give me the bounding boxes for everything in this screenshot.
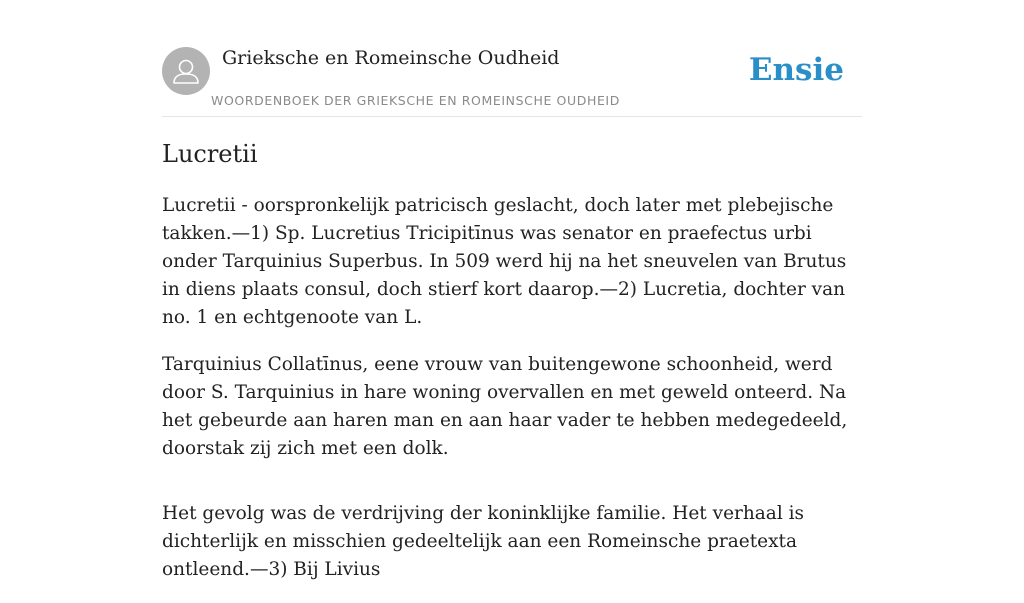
entry-content <box>162 192 862 603</box>
user-silhouette-icon <box>162 47 210 95</box>
entry-paragraph-2: Tarquinius Collatīnus, eene vrouw van buitengewone schoonheid, werd door S. Tarquinius in hare woning overvallen en met geweld onteerd. Na het gebeurde aan haren man en aan haar vader te hebben medegedeeld, doorstak zij zich met een dolk. <box>162 354 848 459</box>
entry-paragraph-1: Lucretii - oorspronkelijk patricisch geslacht, doch later met plebejische takken.—1) Sp. Lucretius Tricipitīnus was senator en praefectus urbi onder Tarquinius Superbus. In 509 werd hij na het sneuvelen van Brutus in diens plaats consul, doch stierf kort daarop.—2) Lucretia, dochter van no. 1 en echtgenoote van L. <box>162 195 847 328</box>
brand-logo-link[interactable]: Ensie <box>748 52 844 88</box>
source-title-link[interactable]: Grieksche en Romeinsche Oudheid <box>222 47 560 69</box>
avatar[interactable] <box>162 47 210 95</box>
source-header <box>162 46 862 117</box>
source-subtitle: WOORDENBOEK DER GRIEKSCHE EN ROMEINSCHE OUDHEID <box>211 93 620 108</box>
entry-title: Lucretii <box>162 140 258 168</box>
entry-paragraph-3: Het gevolg was de verdrijving der koninklijke familie. Het verhaal is dichterlijk en misschien gedeeltelijk aan een Romeinsche praetexta ontleend.—3) Bij Livius <box>162 503 805 580</box>
